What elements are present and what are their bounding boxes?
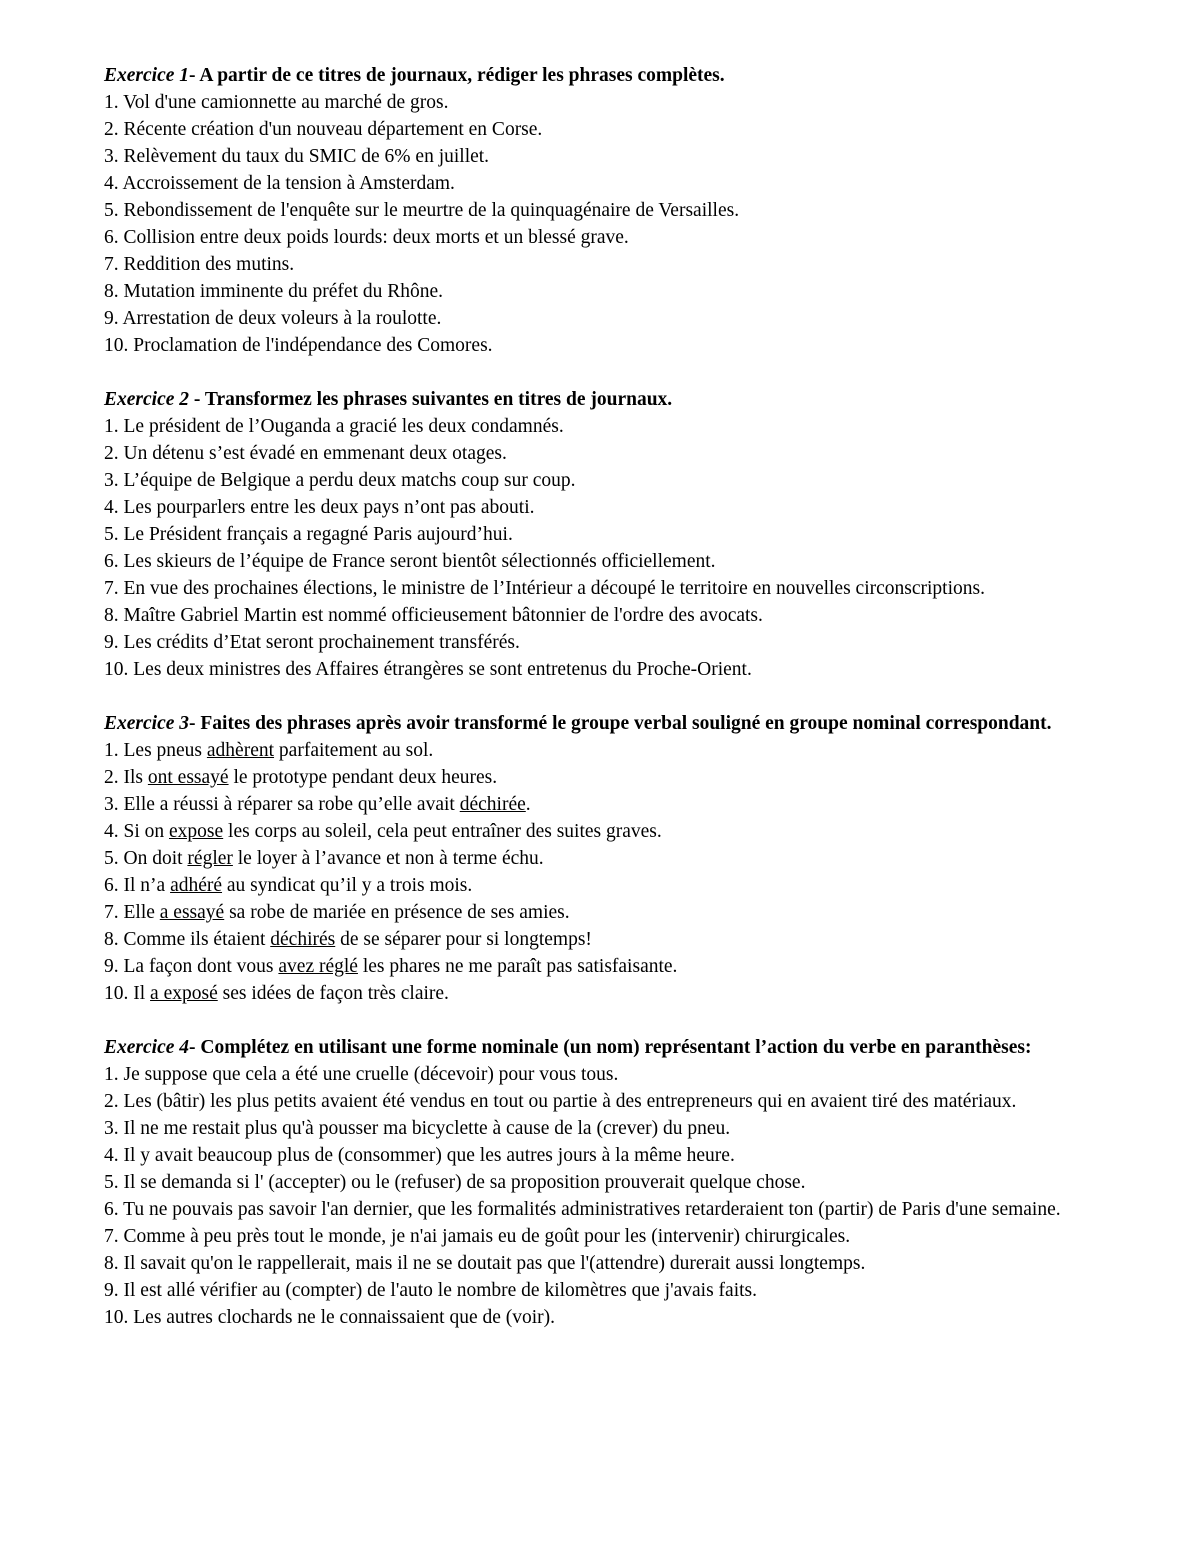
exercise-items [104,413,1104,683]
list-item [104,1223,1104,1250]
list-item [104,116,1104,143]
list-item [104,1061,1104,1088]
item-number: 4. [104,1145,119,1166]
item-number: 2. [104,1091,119,1112]
item-number: 8. [104,281,119,302]
item-text: Les (bâtir) les plus petits avaient été vendus en tout ou partie à des entrepreneurs qui en avaient tiré des matériaux. [123,1091,1017,1112]
item-number: 1. [104,740,119,761]
item-number: 6. [104,1199,119,1220]
document-page [104,62,1104,1358]
item-text: parfaitement au sol. [274,740,434,761]
list-item [104,926,1104,953]
list-item [104,737,1104,764]
exercise-heading [104,386,1104,413]
item-text: les corps au soleil, cela peut entraîner des suites graves. [223,821,662,842]
list-item [104,1142,1104,1169]
item-number: 5. [104,1172,119,1193]
item-text: Les deux ministres des Affaires étrangères se sont entretenus du Proche-Orient. [133,659,752,680]
item-number: 10. [104,1307,129,1328]
item-number: 1. [104,92,119,113]
item-number: 9. [104,1280,119,1301]
item-text: Si on [123,821,170,842]
exercise-label: Exercice 2 [104,389,190,410]
list-item [104,656,1104,683]
exercise-label: Exercice 3 [104,713,190,734]
list-item [104,224,1104,251]
item-text: Il y avait beaucoup plus de (consommer) que les autres jours à la même heure. [123,1145,735,1166]
item-number: 2. [104,119,119,140]
item-text: Le Président français a regagné Paris aujourd’hui. [123,524,513,545]
list-item [104,980,1104,1007]
underlined-verb: a essayé [159,902,225,923]
item-number: 3. [104,470,119,491]
exercise-1 [104,62,1104,359]
item-text: Il se demanda si l' (accepter) ou le (refuser) de sa proposition prouverait quelque chose. [123,1172,806,1193]
exercise-items [104,737,1104,1007]
list-item [104,413,1104,440]
item-text: On doit [123,848,188,869]
item-text: les phares ne me paraît pas satisfaisante. [357,956,678,977]
item-text: Il savait qu'on le rappellerait, mais il ne se doutait pas que l'(attendre) durerait aussi longtemps. [123,1253,866,1274]
list-item [104,1169,1104,1196]
list-item [104,1115,1104,1142]
list-item [104,305,1104,332]
item-number: 3. [104,794,119,815]
item-text: Arrestation de deux voleurs à la roulotte. [122,308,442,329]
exercise-instruction: Complétez en utilisant une forme nominale (un nom) représentant l’action du verbe en paranthèses: [200,1037,1032,1058]
exercise-heading [104,710,1104,737]
item-number: 2. [104,443,119,464]
list-item [104,764,1104,791]
exercise-separator: - [189,65,200,86]
list-item [104,494,1104,521]
underlined-verb: avez réglé [278,956,358,977]
item-number: 4. [104,497,119,518]
item-text: Mutation imminente du préfet du Rhône. [123,281,444,302]
item-number: 5. [104,200,119,221]
list-item [104,1088,1104,1115]
item-text: Les pneus [123,740,207,761]
list-item [104,1277,1104,1304]
item-text: Récente création d'un nouveau département en Corse. [123,119,543,140]
item-text: au syndicat qu’il y a trois mois. [222,875,473,896]
exercise-separator: - [189,389,205,410]
exercise-separator: - [189,1037,201,1058]
list-item [104,197,1104,224]
item-number: 9. [104,632,119,653]
item-number: 7. [104,254,119,275]
underlined-verb: expose [169,821,224,842]
item-number: 9. [104,956,119,977]
item-text: Elle [123,902,160,923]
item-text: Un détenu s’est évadé en emmenant deux otages. [123,443,507,464]
underlined-verb: ont essayé [147,767,229,788]
item-number: 5. [104,524,119,545]
list-item [104,629,1104,656]
exercise-items [104,89,1104,359]
item-text: Collision entre deux poids lourds: deux morts et un blessé grave. [123,227,629,248]
underlined-verb: déchirée [459,794,526,815]
item-text: Les autres clochards ne le connaissaient que de (voir). [133,1307,556,1328]
item-text: Vol d'une camionnette au marché de gros. [123,92,449,113]
item-number: 8. [104,605,119,626]
item-text: Maître Gabriel Martin est nommé officieusement bâtonnier de l'ordre des avocats. [123,605,763,626]
item-number: 7. [104,902,119,923]
list-item [104,953,1104,980]
exercise-items [104,1061,1104,1331]
list-item [104,1196,1104,1223]
underlined-verb: déchirés [270,929,336,950]
exercise-instruction: A partir de ce titres de journaux, rédiger les phrases complètes. [199,65,725,86]
underlined-verb: adhéré [170,875,223,896]
list-item [104,440,1104,467]
item-number: 2. [104,767,119,788]
item-number: 6. [104,551,119,572]
item-number: 10. [104,983,129,1004]
item-text: Le président de l’Ouganda a gracié les deux condamnés. [123,416,564,437]
exercise-3 [104,710,1104,1007]
item-number: 7. [104,1226,119,1247]
list-item [104,575,1104,602]
item-text: L’équipe de Belgique a perdu deux matchs coup sur coup. [123,470,576,491]
underlined-verb: adhèrent [206,740,275,761]
item-text: Comme à peu près tout le monde, je n'ai jamais eu de goût pour les (intervenir) chirurgicales. [123,1226,851,1247]
exercise-instruction: Faites des phrases après avoir transformé le groupe verbal souligné en groupe nominal correspondant. [200,713,1052,734]
item-text: Il ne me restait plus qu'à pousser ma bicyclette à cause de la (crever) du pneu. [123,1118,731,1139]
exercise-2 [104,386,1104,683]
list-item [104,899,1104,926]
exercise-4 [104,1034,1104,1331]
item-text: Accroissement de la tension à Amsterdam. [122,173,455,194]
item-text: La façon dont vous [123,956,279,977]
item-number: 1. [104,1064,119,1085]
item-number: 5. [104,848,119,869]
item-text: Relèvement du taux du SMIC de 6% en juillet. [123,146,490,167]
item-text: ses idées de façon très claire. [217,983,449,1004]
item-text: Il est allé vérifier au (compter) de l'auto le nombre de kilomètres que j'avais faits. [123,1280,757,1301]
item-number: 8. [104,1253,119,1274]
list-item [104,818,1104,845]
item-text: Les skieurs de l’équipe de France seront bientôt sélectionnés officiellement. [123,551,716,572]
item-number: 4. [104,821,119,842]
item-number: 10. [104,335,129,356]
list-item [104,521,1104,548]
exercise-label: Exercice 4 [104,1037,190,1058]
item-number: 6. [104,227,119,248]
item-number: 1. [104,416,119,437]
list-item [104,1250,1104,1277]
list-item [104,872,1104,899]
item-number: 3. [104,146,119,167]
list-item [104,278,1104,305]
item-text: Ils [123,767,148,788]
item-text: En vue des prochaines élections, le ministre de l’Intérieur a découpé le territoire en nouvelles circonscriptions. [123,578,985,599]
item-text: Je suppose que cela a été une cruelle (décevoir) pour vous tous. [123,1064,619,1085]
exercise-instruction: Transformez les phrases suivantes en titres de journaux. [204,389,673,410]
list-item [104,170,1104,197]
item-text: le prototype pendant deux heures. [228,767,498,788]
item-text: le loyer à l’avance et non à terme échu. [232,848,544,869]
underlined-verb: régler [187,848,233,869]
item-number: 4. [104,173,119,194]
exercise-heading [104,62,1104,89]
item-text: Proclamation de l'indépendance des Comores. [133,335,493,356]
exercise-label: Exercice 1 [104,65,190,86]
list-item [104,845,1104,872]
list-item [104,1304,1104,1331]
item-number: 10. [104,659,129,680]
item-text: Elle a réussi à réparer sa robe qu’elle avait [123,794,460,815]
item-text: . [525,794,531,815]
item-text: Les crédits d’Etat seront prochainement transférés. [123,632,520,653]
item-number: 3. [104,1118,119,1139]
item-text: de se séparer pour si longtemps! [335,929,592,950]
item-text: sa robe de mariée en présence de ses amies. [224,902,570,923]
item-number: 6. [104,875,119,896]
item-number: 7. [104,578,119,599]
list-item [104,602,1104,629]
list-item [104,548,1104,575]
list-item [104,89,1104,116]
item-text: Comme ils étaient [123,929,271,950]
item-number: 9. [104,308,119,329]
underlined-verb: a exposé [150,983,218,1004]
list-item [104,332,1104,359]
item-text: Il [133,983,151,1004]
item-text: Il n’a [123,875,171,896]
exercise-separator: - [189,713,201,734]
exercise-heading [104,1034,1104,1061]
list-item [104,143,1104,170]
list-item [104,467,1104,494]
item-number: 8. [104,929,119,950]
item-text: Les pourparlers entre les deux pays n’ont pas abouti. [123,497,535,518]
list-item [104,251,1104,278]
item-text: Tu ne pouvais pas savoir l'an dernier, que les formalités administratives retarderaient ton (partir) de Paris d'une semaine. [123,1199,1061,1220]
item-text: Rebondissement de l'enquête sur le meurtre de la quinquagénaire de Versailles. [123,200,740,221]
item-text: Reddition des mutins. [123,254,295,275]
list-item [104,791,1104,818]
